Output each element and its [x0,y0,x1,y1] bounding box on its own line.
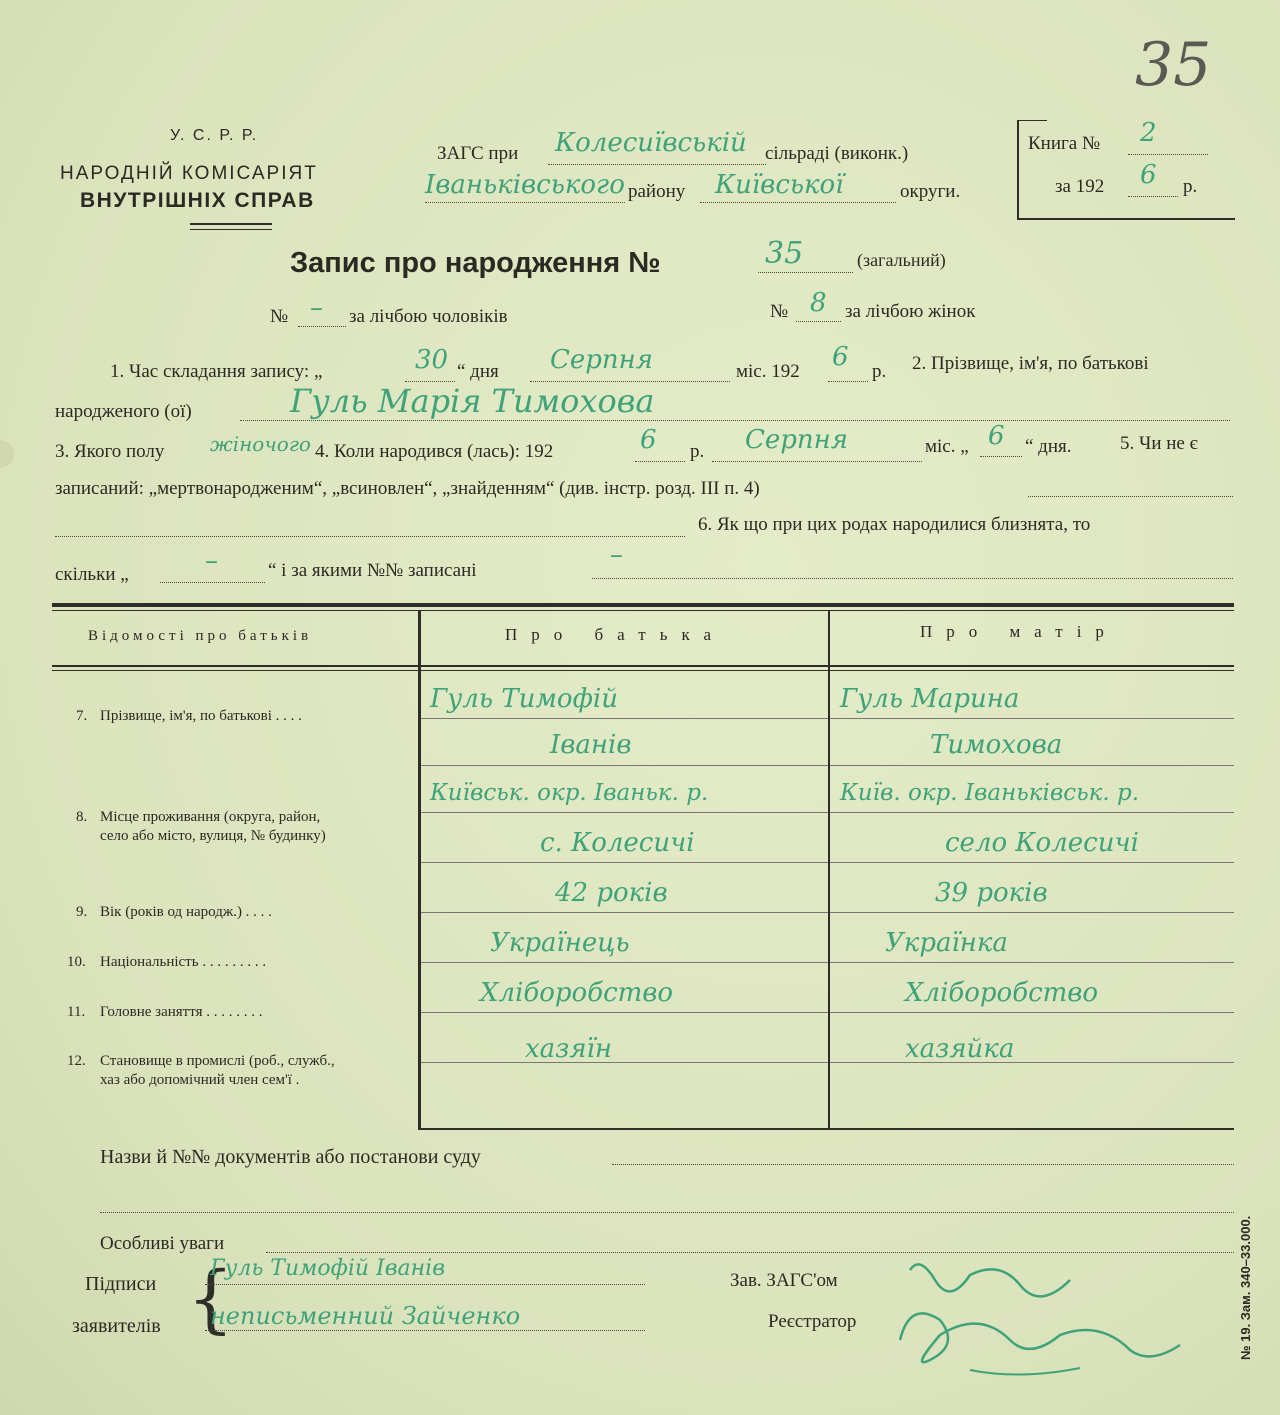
q4-label: 4. Коли народився (лась): 192 [315,441,554,462]
q1-year-line [828,381,868,382]
q4-month-line [712,461,922,462]
book-year-suffix: р. [1183,176,1198,197]
q1-day-handwritten: 30 [415,345,449,375]
zags-prefix: ЗАГС при [437,143,519,164]
q6c-label: “ і за якими №№ записані [268,560,477,581]
silradi-label: сільраді (виконк.) [765,143,909,164]
men-label: за лічбою чоловіків [349,306,508,327]
raionu-label: району [628,181,686,202]
q4-mis: міс. „ [925,436,969,457]
mother-line-7 [830,1012,1234,1013]
col-header-father: Про батька [505,625,726,644]
applicant-signature-2: неписьменний Зайченко [210,1302,521,1330]
q4-year-line [635,461,685,462]
mother-line-6 [830,962,1234,963]
mother-nationality: Українка [885,928,1008,958]
child-name-line [240,420,1230,421]
header-rule [190,223,272,225]
q4-month-handwritten: Серпня [745,425,849,455]
q5-line-2 [55,536,685,537]
mother-line-5 [830,912,1234,913]
village-line [548,164,766,165]
father-age: 42 років [555,878,668,908]
father-residence-2: с. Колесичі [540,828,695,858]
mother-name-2: Тимохова [930,730,1063,760]
signature-line-1 [205,1284,645,1285]
col-header-mother: Про матір [920,622,1118,641]
father-name-2: Іванів [550,730,632,760]
book-box-left [1017,120,1019,220]
header-rule-thin [190,229,272,230]
q4-day-handwritten: 6 [988,421,1005,451]
father-name-1: Гуль Тимофій [430,684,618,714]
signature-line-2 [205,1330,645,1331]
q6-label: 6. Як що при цих родах народилися близнята, то [698,514,1091,535]
father-nationality: Українець [490,928,630,958]
table-header-rule [52,665,1234,667]
mother-residence-1: Київ. окр. Іваньківськ. р. [840,780,1140,806]
women-line [796,321,841,322]
okruha-handwritten: Київської [715,170,844,200]
book-year-handwritten: 6 [1140,160,1157,190]
mother-line-1 [830,718,1234,719]
documents-line-2 [100,1212,1234,1213]
table-header-rule-thin [52,670,1234,671]
father-residence-1: Київськ. окр. Іваньк. р. [430,780,709,806]
father-line-5 [421,912,828,913]
q6-count-line [160,582,265,583]
row11-label: Головне заняття . . . . . . . . [100,1004,263,1020]
q6b-label: скільки „ [55,564,129,585]
official-signatures [880,1250,1210,1400]
q6-numbers-line [592,578,1233,579]
signatures-brace: { [187,1256,235,1342]
father-line-8 [421,1062,828,1063]
documents-label: Назви й №№ документів або постанови суду [100,1146,481,1168]
q2-label: 2. Прізвище, ім'я, по батькові [912,353,1149,374]
row12-label: Становище в промислі (роб., служб., [100,1053,335,1069]
okruhy-label: округи. [900,181,961,202]
notes-label: Особливі уваги [100,1233,225,1254]
father-line-3 [421,812,828,813]
mother-residence-2: село Колесичі [945,828,1139,858]
women-handwritten: 8 [810,288,827,318]
q2b-label: народженого (ої) [55,401,192,422]
row9-label: Вік (років од народж.) . . . . [100,904,272,920]
book-number-handwritten: 2 [1140,118,1157,148]
mother-occupation: Хліборобство [905,978,1099,1008]
table-top-rule [52,603,1234,607]
book-label: Книга № [1028,133,1101,154]
q4-day-line [980,456,1022,457]
father-line-1 [421,718,828,719]
republic-label: У. С. Р. Р. [170,127,259,144]
binder-hole [0,440,14,468]
q1-end: р. [872,361,887,382]
commissariat-line2: ВНУТРІШНІХ СПРАВ [80,189,315,212]
applicants-label: заявителів [72,1315,161,1337]
zags-head-label: Зав. ЗАГС'ом [730,1270,838,1291]
row7-number: 7. [76,708,88,724]
row9-number: 9. [76,904,88,920]
signatures-label: Підписи [85,1273,157,1295]
row10-label: Національність . . . . . . . . . [100,954,267,970]
documents-line [612,1164,1234,1165]
mother-line-3 [830,812,1234,813]
table-col-divider-1 [418,610,421,1130]
row11-number: 11. [67,1004,86,1020]
mother-status: хазяйка [905,1034,1015,1064]
q4-r: р. [690,441,705,462]
q5-label: 5. Чи не є [1120,433,1198,454]
father-line-7 [421,1012,828,1013]
q4-dnia: “ дня. [1025,436,1072,457]
father-line-6 [421,962,828,963]
q5b-label: записаний: „мертвонародженим“, „всиновлен“, „знайденням“ (див. інстр. розд. III п. 4) [55,478,760,499]
record-number-handwritten: 35 [765,236,804,271]
father-occupation: Хліборобство [480,978,674,1008]
row12-number: 12. [67,1053,86,1069]
mother-line-4 [830,862,1234,863]
table-col-divider-2 [828,610,830,1130]
q1-year-handwritten: 6 [832,342,849,372]
commissariat-line1: НАРОДНІЙ КОМІСАРІЯТ [60,163,318,184]
mother-line-8 [830,1062,1234,1063]
applicant-signature-1: Гуль Тимофій Іванів [210,1256,445,1281]
men-line [298,326,346,327]
row8-label2: село або місто, вулиця, № будинку) [100,828,326,844]
q5-line [1028,496,1233,497]
men-no: № [270,306,289,327]
form-side-print: № 19. Зам. 340–33.000. [1238,1215,1253,1360]
q1-mis: міс. 192 [736,361,800,382]
book-box-bottom [1017,218,1235,220]
book-box-top [1017,120,1047,121]
father-line-2 [421,765,828,766]
registrar-label: Реєстратор [768,1311,857,1332]
women-label: за лічбою жінок [845,301,976,322]
row12-label2: хаз або допомічний член сем'ї . [100,1072,300,1088]
col-header-info: Відомості про батьків [88,628,313,644]
table-top-rule-thin [52,610,1234,611]
record-title: Запис про народження № [290,247,661,279]
q3-handwritten: жіночого [210,432,311,456]
okruha-line [700,202,896,203]
mother-line-2 [830,765,1234,766]
row10-number: 10. [67,954,86,970]
village-handwritten: Колесиївській [555,128,747,158]
father-status: хазяїн [525,1034,613,1064]
q3-label: 3. Якого полу [55,441,165,462]
father-line-4 [421,862,828,863]
page-number: 35 [1135,30,1212,100]
book-number-line [1128,154,1208,155]
q1-label: 1. Час складання запису: „ [110,361,323,382]
row8-number: 8. [76,809,88,825]
q1-month-handwritten: Серпня [550,345,654,375]
q4-year-handwritten: 6 [640,425,657,455]
book-year-line [1128,196,1178,197]
q6-numbers-handwritten: – [610,540,623,570]
district-handwritten: Іваньківського [425,170,625,200]
mother-age: 39 років [935,878,1048,908]
row7-label: Прізвище, ім'я, по батькові . . . . [100,708,302,724]
record-general: (загальний) [857,250,946,270]
women-no: № [770,301,789,322]
table-bottom-rule [420,1128,1234,1130]
q1-day-mid: “ дня [457,361,499,382]
record-number-line [758,272,853,273]
book-year-prefix: за 192 [1055,176,1105,197]
mother-name-1: Гуль Марина [840,684,1020,714]
q6-count-handwritten: – [205,546,218,576]
district-line [425,202,625,203]
child-name-handwritten: Гуль Марія Тимохова [290,382,655,420]
row8-label: Місце проживання (округа, район, [100,809,321,825]
men-handwritten: – [310,293,323,323]
